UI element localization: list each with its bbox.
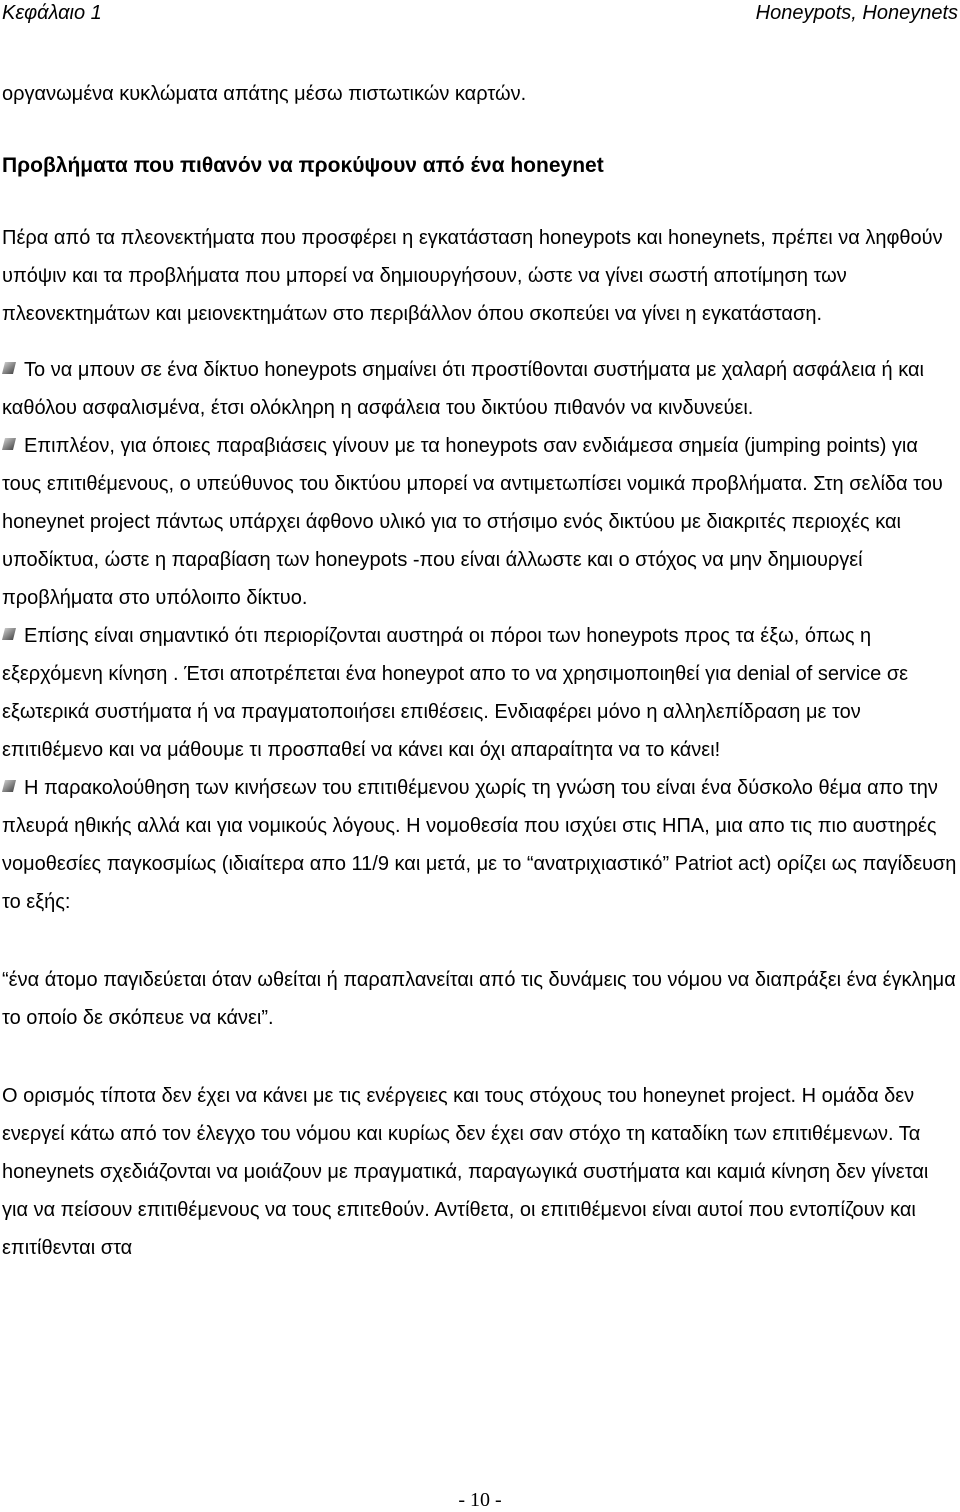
bullet-item-2 [2,427,957,617]
square-bullet-icon [2,438,16,450]
square-bullet-icon [2,780,16,792]
page-header [0,0,960,30]
bullet-item-3 [2,617,957,769]
bullet-text-3: Επίσης είναι σημαντικό ότι περιορίζονται αυστηρά οι πόροι των honeypots προς τα έξω, όπως η εξερχόμενη κίνηση . Έτσι αποτρέπεται ένα honeypot απο το να χρησιμοποιηθεί για denial of service σε εξωτερικά συστήματα ή να πραγματοποιήσει επιθέσεις. Ενδιαφέρει μόνο η αλληλεπίδραση με τον επιτιθέμενο και να μάθουμε τι προσπαθεί να κάνει και όχι απαραίτητα να το κάνει! [2,625,909,761]
bullet-item-4 [2,769,957,921]
square-bullet-icon [2,362,16,374]
paragraph-2: Ο ορισμός τίποτα δεν έχει να κάνει με τις ενέργειες και τους στόχους του honeynet project. Η ομάδα δεν ενεργεί κάτω από τον έλεγχο του νόμου και κυρίως δεν έχει σαν στόχο τη καταδίκη των επιτιθέμενων. Τα honeynets σχεδιάζονται να μοιάζουν με πραγματικά, παραγωγικά συστήματα και καμιά κίνηση δεν γίνεται για να πείσουν επιτιθέμενους να τους επιτεθούν. Αντίθετα, οι επιτιθέμενοι είναι αυτοί που εντοπίζουν και επιτίθενται στα [2,1085,929,1259]
bullet-text-1: Το να μπουν σε ένα δίκτυο honeypots σημαίνει ότι προστίθονται συστήματα με χαλαρή ασφάλεια ή και καθόλου ασφαλισμένα, έτσι ολόκληρη η ασφάλεια του δικτύου πιθανόν να κινδυνεύει. [2,359,924,419]
bullet-item-1 [2,351,957,427]
legal-quote: “ένα άτομο παγιδεύεται όταν ωθείται ή παραπλανείται από τις δυνάμεις του νόμου να διαπράξει ένα έγκλημα το οποίο δε σκόπευε να κάνει”. [2,969,956,1029]
square-bullet-icon [2,628,16,640]
paragraph-1: Πέρα από τα πλεονεκτήματα που προσφέρει η εγκατάσταση honeypots και honeynets, πρέπει να ληφθούν υπόψιν και τα προβλήματα που μπορεί να δημιουργήσουν, ώστε να γίνει σωστή αποτίμηση των πλεονεκτημάτων και μειονεκτημάτων στο περιβάλλον όπου σκοπεύει να γίνει η εγκατάσταση. [2,227,943,325]
running-title: Honeypots, Honeynets [755,2,958,24]
document-body [2,75,957,1267]
section-heading: Προβλήματα που πιθανόν να προκύψουν από ένα honeynet [2,154,604,177]
bullet-text-4: Η παρακολούθηση των κινήσεων του επιτιθέμενου χωρίς τη γνώση του είναι ένα δύσκολο θέμα απο την πλευρά ηθικής αλλά και για νομικούς λόγους. Η νομοθεσία που ισχύει στις ΗΠΑ, μια απο τις πιο αυστηρές νομοθεσίες παγκοσμίως (ιδιαίτερα απο 11/9 και μετά, με το “ανατριχιαστικό” Patriot act) ορίζει ως παγίδευση το εξής: [2,777,957,913]
chapter-label: Κεφάλαιο 1 [2,2,102,24]
bullet-text-2: Επιπλέον, για όποιες παραβιάσεις γίνουν με τα honeypots σαν ενδιάμεσα σημεία (jumping points) για τους επιτιθέμενους, ο υπεύθυνος του δικτύου μπορεί να αντιμετωπίσει νομικά προβλήματα. Στη σελίδα του honeynet project πάντως υπάρχει άφθονο υλικό για το στήσιμο ενός δικτύου με διακριτές περιοχές και υποδίκτυα, ώστε η παραβίαση των honeypots -που είναι άλλωστε και ο στόχος να μην δημιουργεί προβλήματα στο υπόλοιπο δίκτυο. [2,435,943,609]
intro-line: οργανωμένα κυκλώματα απάτης μέσω πιστωτικών καρτών. [2,83,527,105]
page-number: - 10 - [458,1489,502,1511]
